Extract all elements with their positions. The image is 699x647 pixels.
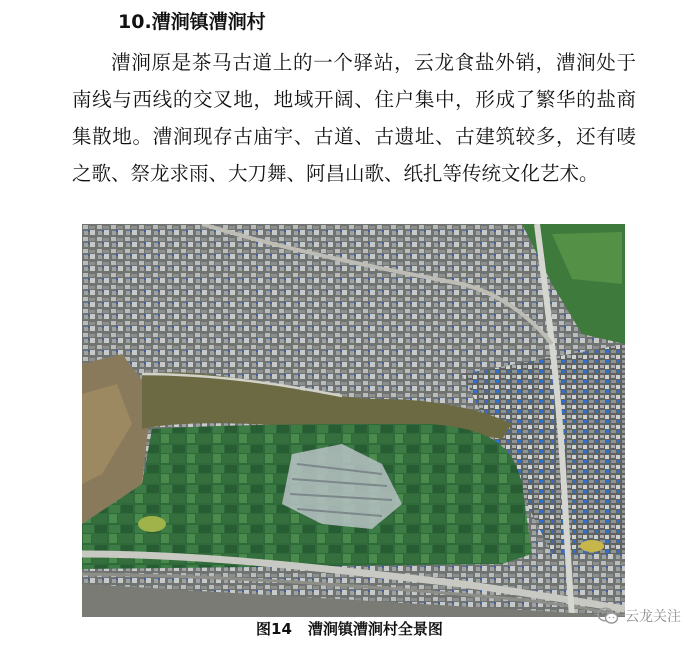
section-heading: 10.漕涧镇漕涧村 <box>118 11 266 33</box>
aerial-photo <box>82 224 625 617</box>
figure-label: 图14 <box>256 620 292 638</box>
figure-caption-text: 漕涧镇漕涧村全景图 <box>307 620 443 638</box>
watermark <box>597 604 681 628</box>
wechat-icon <box>597 607 619 625</box>
watermark-text: 云龙关注 <box>625 609 681 625</box>
figure-caption <box>0 618 699 640</box>
body-paragraph: 漕涧原是茶马古道上的一个驿站，云龙食盐外销，漕涧处于南线与西线的交叉地，地域开阔、住户集中，形成了繁华的盐商集散地。漕涧现存古庙宇、古道、古遗址、古建筑较多，还有唛之歌、祭龙求雨、大刀舞、阿昌山歌、纸扎等传统文化艺术。 <box>72 51 636 185</box>
